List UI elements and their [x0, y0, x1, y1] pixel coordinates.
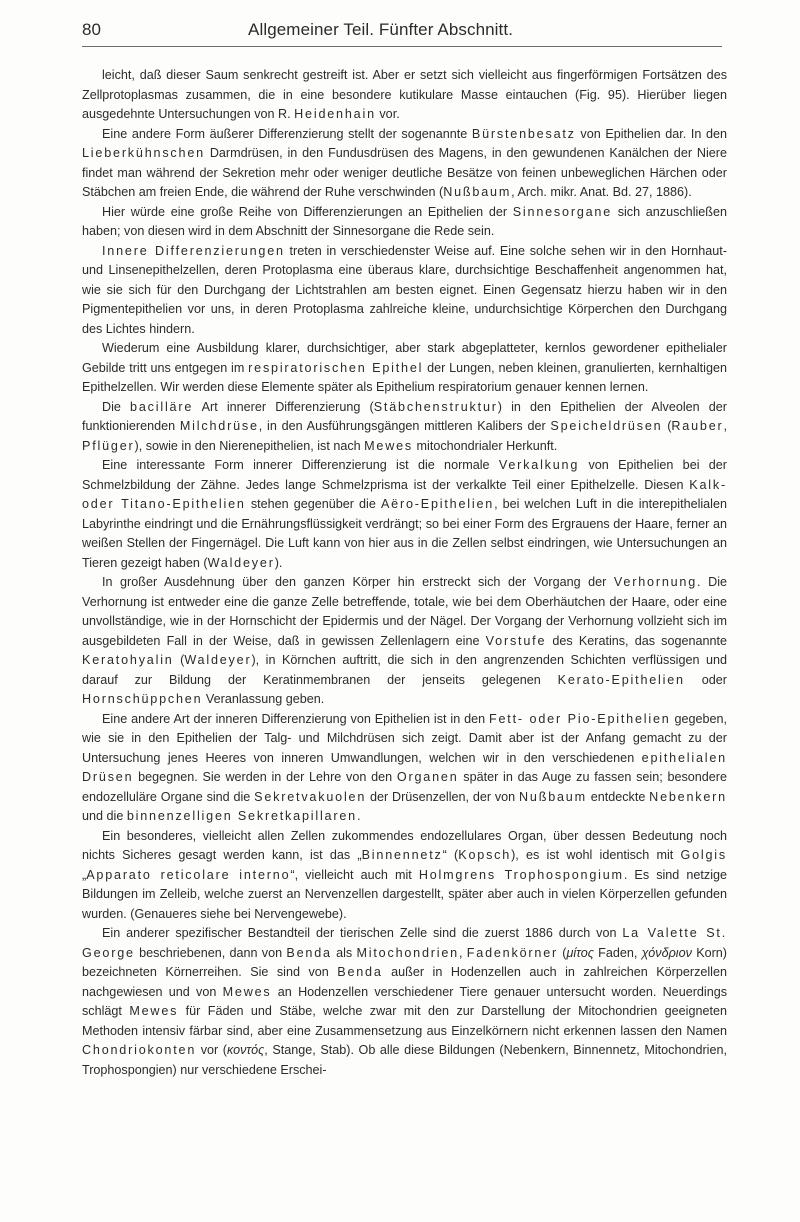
text-run: von Epithelien bei der Schmelzbildung der Zähne. Jedes lange Schmelzprisma ist der verkalkte Teil einer Epithelzelle. Diesen [82, 458, 727, 492]
greek-term: χόνδριον [641, 945, 692, 960]
text-run: ( [558, 945, 567, 960]
greek-term: κοντός [226, 1043, 265, 1057]
text-run: , Arch. mikr. Anat. Bd. 27, 1886). [511, 185, 692, 199]
paragraph [82, 66, 727, 125]
spaced-term: Nußbaum [443, 185, 512, 199]
paragraph [82, 398, 727, 457]
text-run: Faden, [593, 945, 642, 960]
spaced-term: Mewes [222, 984, 272, 999]
spaced-term: Mitochondrien [356, 945, 459, 960]
text-run: Ein besonderes, vielleicht allen Zellen zukommendes endozellulares Organ, über dessen Bedeutung noch nichts Sicheres gesagt werden kann, ist das „ [82, 828, 727, 862]
text-run: und die [82, 809, 127, 823]
text-run: sich anzuschließen haben; von diesen wird in dem Abschnitt der Sinnesorgane die Rede sein. [82, 204, 727, 238]
text-run: ), in Körnchen auftritt, die sich in den angrenzenden Schichten verflüssigen und darauf zur Bildung der Keratinmembranen der jenseits gelegenen [82, 653, 727, 687]
text-run: oder [684, 672, 727, 687]
text-run: mitochondrialer Herkunft. [413, 438, 558, 453]
spaced-term: Pflüger [82, 438, 135, 453]
spaced-term: Benda [286, 945, 332, 960]
spaced-term: Heidenhain [294, 107, 376, 121]
spaced-term: Fadenkörner [466, 945, 558, 960]
spaced-term: Stäbchenstruktur [373, 399, 498, 414]
text-run: , Stange, Stab). Ob alle diese Bildungen (Nebenkern, Binnennetz, Mitochondrien, Trophospongien) nur verschiedene Erschei- [82, 1043, 727, 1077]
text-run: Ein anderer spezifischer Bestandteil der tierischen Zelle sind die zuerst 1886 durch von [102, 926, 623, 940]
paragraph [82, 456, 727, 573]
header-rule [82, 46, 722, 47]
spaced-term: Mewes [129, 1004, 179, 1018]
text-run: vor. [375, 107, 400, 121]
paragraph [82, 710, 727, 827]
spaced-term: Keratohyalin [82, 653, 174, 667]
spaced-term: Verkalkung [498, 458, 580, 472]
spaced-term: Kopsch [458, 848, 512, 862]
text-run: . Es sind netzige Bildungen im Zelleib, welche zuerst an Nervenzellen dargestellt, später aber auch in vielen Körperzellen gefunden wurden. (Genaueres siehe bei Nervengewebe). [82, 867, 728, 921]
text-run: . [356, 809, 361, 823]
text-run: , [459, 945, 467, 960]
text-run: begegnen. Sie werden in der Lehre von den [133, 770, 397, 784]
text-run: Wiederum eine Ausbildung klarer, durchsichtiger, aber stark abgeplatteter, kernlos gewordener epithelialer Gebilde tritt uns entgegen im [82, 341, 727, 375]
spaced-term: Kalk- oder Titano-Epithelien [82, 477, 727, 511]
text-run: leicht, daß dieser Saum senkrecht gestreift ist. Aber er setzt sich vielleicht aus fingerförmigen Fortsätzen des Zellprotoplasmas zusammen, die in eine besondere kutikulare Masse eintauchen (Fig. 95). Hierüber liegen ausgedehnte Untersuchungen von R. [82, 68, 727, 121]
text-run: “ ( [442, 848, 459, 862]
spaced-term: binnenzelligen Sekretkapillaren [126, 809, 357, 823]
body-text [82, 66, 727, 1080]
spaced-term: Organen [396, 770, 459, 784]
text-run: ), es ist wohl identisch mit [511, 848, 681, 862]
text-run: später in das Auge zu fassen sein; besondere endozelluläre Organe sind die [82, 770, 728, 804]
paragraph [82, 827, 727, 925]
spaced-term: Waldeyer [207, 555, 275, 570]
text-run: In großer Ausdehnung über den ganzen Körper hin erstreckt sich der Vorgang der [102, 575, 614, 589]
page-number: 80 [82, 20, 101, 39]
spaced-term: Vorstufe [485, 633, 547, 648]
spaced-term: Kerato-Epithelien [557, 672, 685, 687]
text-run: vor ( [196, 1043, 227, 1057]
text-run: Korn) bezeichneten Körnerreihen. Sie sind von [82, 945, 727, 979]
text-run: , in den Ausführungsgängen mittleren Kalibers der [258, 419, 551, 433]
spaced-term: Milchdrüse [179, 419, 259, 433]
text-run: Veranlassung geben. [202, 692, 325, 706]
text-run: stehen gegenüber die [245, 497, 381, 511]
paragraph [82, 242, 727, 340]
spaced-term: Fett- oder Pio-Epithelien [488, 711, 671, 726]
text-run: „ [82, 867, 87, 882]
text-run: für Fäden und Stäbe, welche zwar mit den zur Darstellung der Mitochondrien geeigneten Methoden intensiv färbar sind, aber eine Zusammensetzung aus Einzelkörnern nicht erkennen lassen den Namen [82, 1004, 727, 1038]
spaced-term: epithelialen Drüsen [82, 750, 727, 784]
greek-term: μίτος [566, 945, 594, 960]
text-run: beschriebenen, dann von [134, 945, 287, 960]
paragraph [82, 573, 727, 710]
spaced-term: Rauber [671, 419, 724, 433]
text-run: des Keratins, das sogenannte [546, 633, 727, 648]
text-run: Darmdrüsen, in den Fundusdrüsen des Magens, in den gewundenen Kanälchen der Niere findet man während der Sekretion mehr oder weniger deutliche Besätze von feinen unbeweglichen Härchen oder Stäbchen am freien Ende, die während der Ruhe verschwinden ( [82, 146, 727, 199]
text-run: Die [102, 399, 131, 414]
spaced-term: Holmgrens Trophospongium [418, 867, 624, 882]
spaced-term: La Valette St. George [82, 926, 727, 960]
text-run: Hier würde eine große Reihe von Differenzierungen an Epithelien der [102, 204, 513, 219]
spaced-term: Speicheldrüsen [550, 419, 663, 433]
spaced-term: Aëro-Epithelien [380, 497, 495, 511]
text-run: Art innerer Differenzierung ( [193, 399, 374, 414]
text-run: Eine interessante Form innerer Differenzierung ist die normale [102, 458, 499, 472]
spaced-term: Binnennetz [361, 848, 443, 862]
paragraph [82, 125, 727, 203]
text-run: gegeben, wie sie in den Epithelien der Talg- und Milchdrüsen sich zeigt. Damit aber ist der Anfang gemacht zu der Untersuchung jenes Heeres von inneren Umwandlungen, welchen wir in den verschiedenen [82, 711, 727, 765]
spaced-term: Nußbaum [519, 789, 587, 804]
page-header [82, 20, 722, 50]
text-run: , [723, 419, 727, 433]
running-title: Allgemeiner Teil. Fünfter Abschnitt. [248, 20, 514, 39]
text-run: Eine andere Art der inneren Differenzierung von Epithelien ist in den [102, 711, 489, 726]
text-run: ( [662, 419, 672, 433]
spaced-term: bacilläre [130, 399, 194, 414]
spaced-term: Golgis [680, 848, 727, 862]
text-run: . Die Verhornung ist entweder eine die ganze Zelle betreffende, totale, wie bei dem Oberhäutchen der Haare, oder eine unvollständige, wie in der Hornschicht der Epidermis und der Nägel. Der Vorgang der Verhornung vollzieht sich im ausgebildeten Fall in der Weise, daß in gewissen Zellenlagern eine [82, 575, 727, 648]
spaced-term: Hornschüppchen [82, 692, 203, 706]
spaced-term: Innere Differenzierungen [102, 243, 285, 258]
spaced-term: Sinnesorgane [512, 204, 613, 219]
text-run: ), sowie in den Nierenepithelien, ist nach [134, 438, 365, 453]
text-run: , bei welchen Luft in die interepithelialen Labyrinthe eindringt und die Ernährungsflüssigkeit verdrängt; so bei einer Form des Ergrauens der Haare, ferner an weißen Stellen der Fingernägel. Die Luft kann von hier aus in die Zellen selbst eindringen, wie Untersuchungen an Tieren gezeigt haben ( [82, 497, 727, 570]
text-run: Eine andere Form äußerer Differenzierung stellt der sogenannte [102, 126, 472, 141]
spaced-term: Lieberkühnschen [82, 146, 205, 160]
text-run: der Lungen, neben kleinen, granulierten, kernhaltigen Epithelzellen. Wir werden diese Elemente später als Epithelium respiratorium genauer kennen lernen. [82, 360, 727, 394]
text-run: “, vielleicht auch mit [290, 867, 419, 882]
spaced-term: Sekretvakuolen [254, 789, 367, 804]
spaced-term: Waldeyer [184, 653, 252, 667]
spaced-term: Verhornung [613, 575, 698, 589]
spaced-term: Chondriokonten [82, 1043, 197, 1057]
text-run: entdeckte [586, 789, 650, 804]
paragraph [82, 339, 727, 398]
text-run: als [331, 945, 357, 960]
paragraph [82, 203, 727, 242]
paragraph [82, 924, 727, 1080]
spaced-term: Bürstenbesatz [471, 126, 576, 141]
spaced-term: respiratorischen Epithel [248, 360, 424, 375]
text-run: von Epithelien dar. In den [575, 126, 727, 141]
spaced-term: Mewes [364, 438, 414, 453]
text-run: an Hodenzellen verschiedener Tiere genauer untersucht worden. Neuerdings schlägt [82, 984, 727, 1018]
spaced-term: Benda [337, 965, 383, 979]
text-run: der Drüsenzellen, der von [366, 789, 519, 804]
text-run: ) in den Epithelien der Alveolen der funktionierenden [82, 399, 727, 433]
text-run: ). [274, 555, 283, 570]
spaced-term: Nebenkern [649, 789, 727, 804]
text-run: außer in Hodenzellen auch in zahlreichen Körperzellen nachgewiesen und von [82, 965, 727, 999]
text-run: treten in verschiedenster Weise auf. Eine solche sehen wir in den Hornhaut- und Linsenepithelzellen, deren Protoplasma eine überaus klare, durchsichtige Beschaffenheit angenommen hat, wie sie sich für den Durchgang der Lichtstrahlen am besten eignet. Einen Gegensatz hierzu haben wir in den Pigmentepithelien vor uns, in deren Protoplasma zahlreiche kleine, undurchsichtige Körperchen den Durchgang des Lichtes hindern. [82, 243, 727, 336]
text-run: ( [173, 653, 185, 667]
spaced-term: Apparato reticolare interno [86, 867, 291, 882]
